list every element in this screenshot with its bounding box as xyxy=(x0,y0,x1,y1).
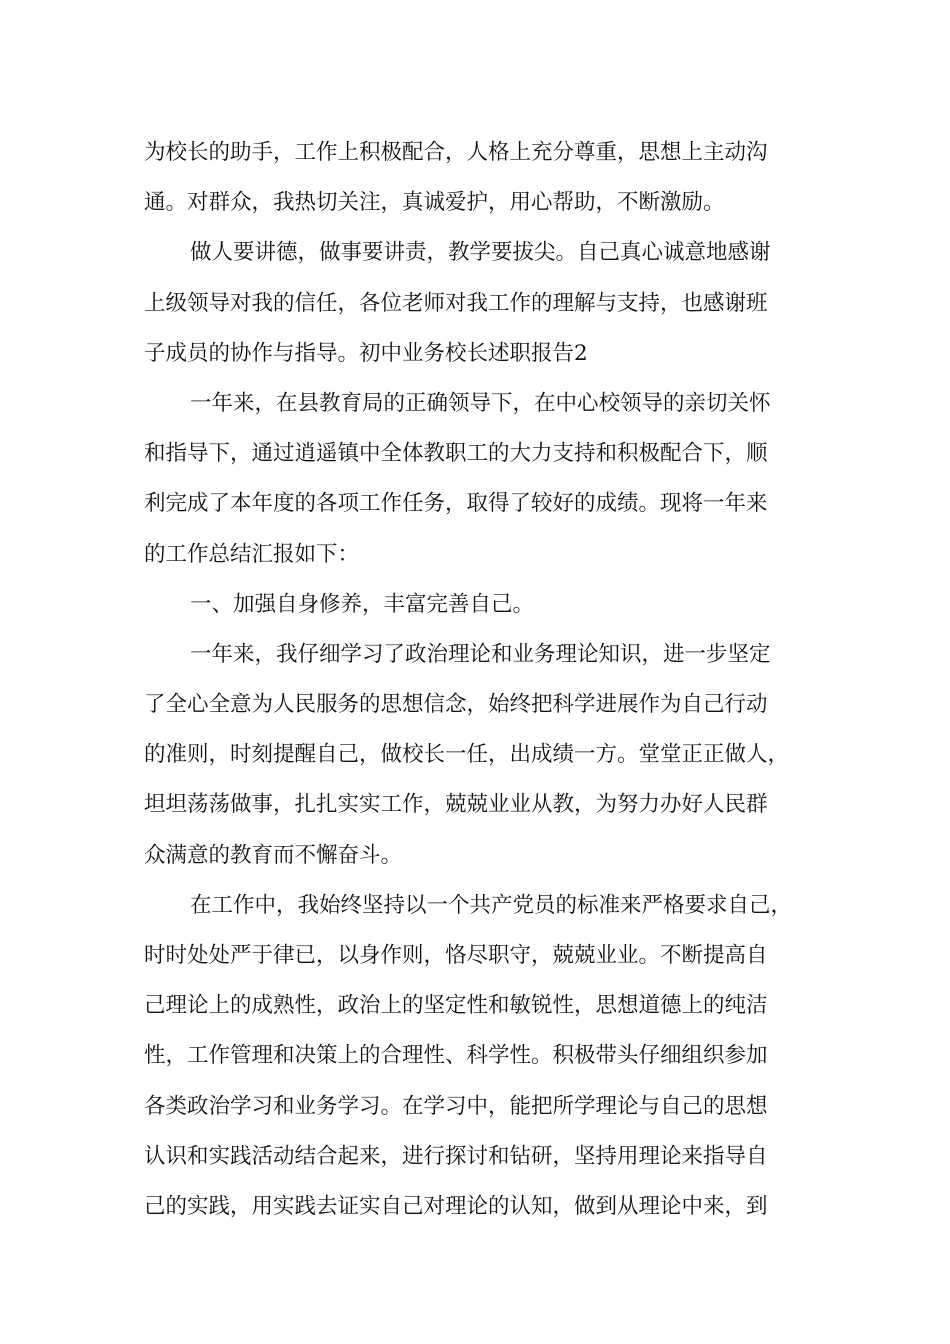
text-line: 各类政治学习和业务学习。在学习中，能把所学理论与自己的思想 xyxy=(144,1093,768,1119)
text-line: 通。对群众，我热切关注，真诚爱护，用心帮助，不断激励。 xyxy=(144,190,725,216)
paragraph-start-line: 一年来，在县教育局的正确领导下，在中心校领导的亲切关怀 xyxy=(190,390,771,416)
body-text xyxy=(144,128,824,1232)
paragraph-start-line: 在工作中，我始终坚持以一个共产党员的标准来严格要求自己， xyxy=(190,892,793,918)
paragraph-start-line: 一年来，我仔细学习了政治理论和业务理论知识，进一步坚定 xyxy=(190,641,771,667)
text-line: 众满意的教育而不懈奋斗。 xyxy=(144,842,403,868)
text-line: 和指导下，通过逍遥镇中全体教职工的大力支持和积极配合下，顺 xyxy=(144,441,768,467)
text-line: 利完成了本年度的各项工作任务，取得了较好的成绩。现将一年来 xyxy=(144,491,768,517)
text-line: 认识和实践活动结合起来，进行探讨和钻研，坚持用理论来指导自 xyxy=(144,1143,768,1169)
text-line: 了全心全意为人民服务的思想信念，始终把科学进展作为自己行动 xyxy=(144,692,768,718)
text-line: 的准则，时刻提醒自己，做校长一任，出成绩一方。堂堂正正做人， xyxy=(144,742,790,768)
text-line: 为校长的助手，工作上积极配合，人格上充分尊重，思想上主动沟 xyxy=(144,140,768,165)
text-line: 己理论上的成熟性，政治上的坚定性和敏锐性，思想道德上的纯洁 xyxy=(144,993,768,1019)
text-line: 性，工作管理和决策上的合理性、科学性。积极带头仔细组织参加 xyxy=(144,1043,768,1069)
paragraph-start-line: 做人要讲德，做事要讲责，教学要拔尖。自己真心诚意地感谢 xyxy=(190,240,771,266)
text-line: 己的实践，用实践去证实自己对理论的认知，做到从理论中来，到 xyxy=(144,1193,768,1219)
section-heading: 一、加强自身修养，丰富完善自己。 xyxy=(190,591,535,617)
text-line: 的工作总结汇报如下： xyxy=(144,541,360,567)
text-line: 坦坦荡荡做事，扎扎实实工作，兢兢业业从教，为努力办好人民群 xyxy=(144,792,768,818)
text-line: 时时处处严于律已，以身作则，恪尽职守，兢兢业业。不断提高自 xyxy=(144,943,768,968)
text-line: 上级领导对我的信任，各位老师对我工作的理解与支持，也感谢班 xyxy=(144,290,768,316)
text-line: 子成员的协作与指导。初中业务校长述职报告2 xyxy=(144,340,588,366)
